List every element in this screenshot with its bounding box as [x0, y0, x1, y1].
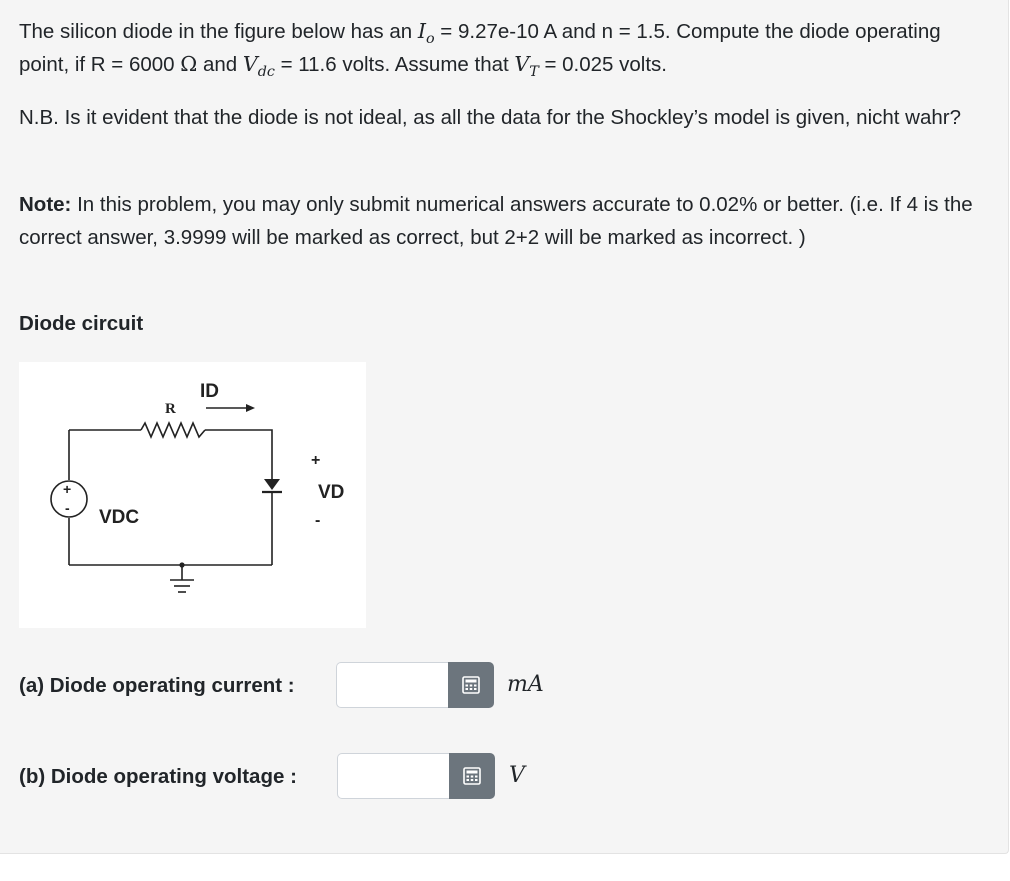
- vt-symbol: $V_T$: [514, 52, 539, 81]
- vd-minus-sign: -: [315, 512, 321, 529]
- diode-triangle: [264, 479, 280, 490]
- calculator-icon: [463, 767, 481, 785]
- vdc-label: VDC: [99, 507, 140, 528]
- vdc-symbol: $V_{dc}$: [242, 52, 275, 81]
- current-label: ID: [200, 381, 219, 402]
- wire-top-right: [205, 430, 272, 479]
- io-symbol: $I_o$: [417, 19, 435, 48]
- answer-a-input[interactable]: [336, 662, 448, 708]
- diode-circuit-figure: [19, 362, 366, 628]
- source-minus-sign: -: [65, 500, 70, 516]
- answer-a-unit: mA: [507, 672, 544, 697]
- answer-b-unit: V: [509, 763, 525, 788]
- question-a-label: (a) Diode operating current :: [19, 674, 295, 697]
- circuit-diagram: [19, 362, 366, 628]
- nb-paragraph: N.B. Is it evident that the diode is not ideal, as all the data for the Shockley’s model is given, nicht wahr?: [19, 106, 962, 129]
- vd-plus-sign: +: [311, 452, 321, 469]
- vd-label: VD: [318, 482, 345, 503]
- resistor: [141, 423, 205, 437]
- calculator-icon: [462, 676, 480, 694]
- calculator-button-b[interactable]: [449, 753, 495, 799]
- note-text: In this problem, you may only submit numerical answers accurate to 0.02% or better. (i.e. If 4 is the correct answer, 3.9999 will be marked as correct, but 2+2 will be marked as incorrect. ): [19, 193, 973, 249]
- current-arrow-head: [246, 404, 255, 412]
- ohm-symbol: Ω: [180, 52, 198, 76]
- note-label: Note:: [19, 193, 72, 216]
- ground-junction-dot: [179, 562, 184, 567]
- calculator-button-a[interactable]: [448, 662, 494, 708]
- problem-statement: The silicon diode in the figure below has an $I_o = 9.27e-10$ A and n = 1.5. Compute the diode operating point, if R = 6000 Ω and $V_{dc} = 11.6$ volts. Assume that $V_T = 0.025$ volts.: [19, 19, 941, 81]
- figure-heading: Diode circuit: [19, 312, 144, 335]
- question-b-label: (b) Diode operating voltage :: [19, 765, 297, 788]
- note-paragraph: [19, 188, 994, 254]
- answer-b-input[interactable]: [337, 753, 449, 799]
- resistor-label: R: [165, 401, 176, 417]
- source-plus-sign: +: [63, 481, 72, 497]
